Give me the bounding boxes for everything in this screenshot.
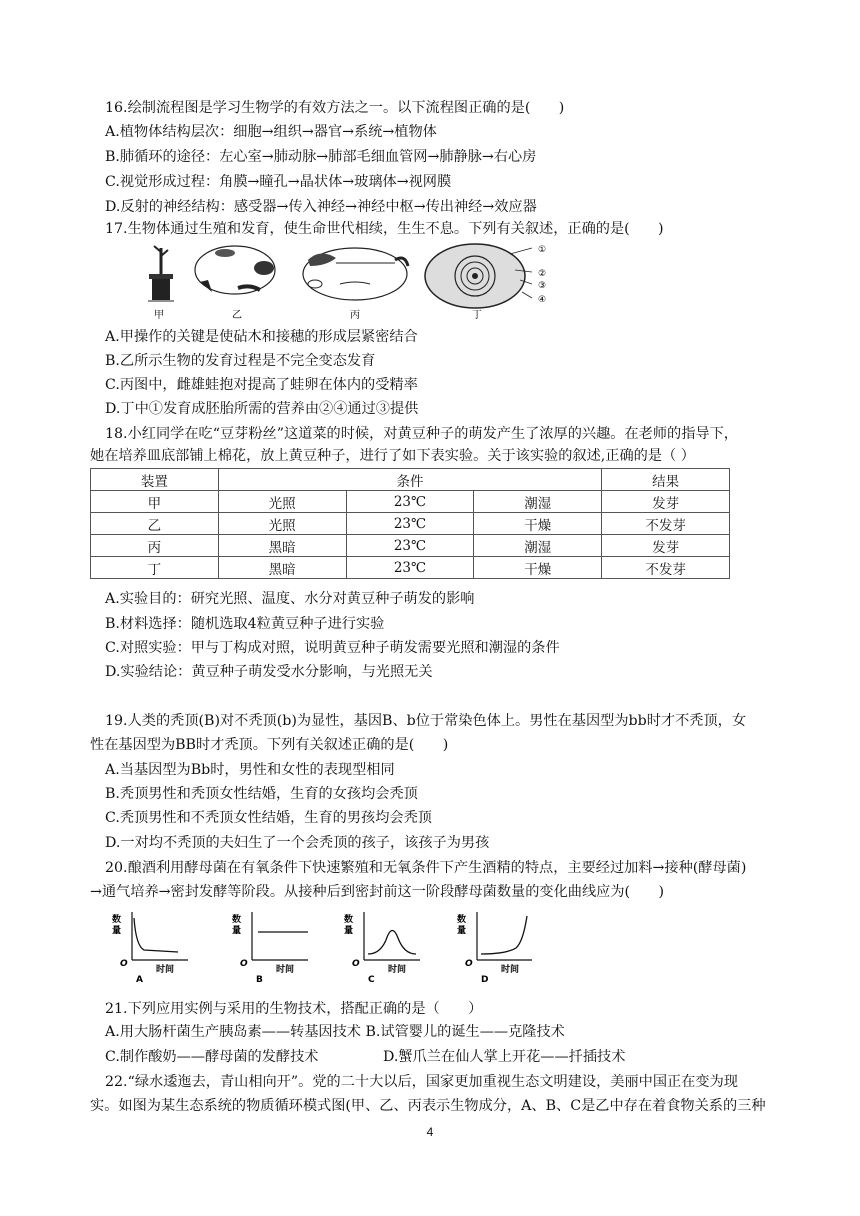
q18-option-d: D.实验结论：黄豆种子萌发受水分影响，与光照无关 bbox=[105, 664, 433, 680]
graph-c bbox=[344, 912, 420, 984]
table-cell: 光照 bbox=[218, 513, 346, 535]
q18-option-c: C.对照实验：甲与丁构成对照，说明黄豆种子萌发需要光照和潮湿的条件 bbox=[105, 640, 560, 656]
table-cell: 发芽 bbox=[602, 535, 730, 557]
graph-curve bbox=[134, 918, 178, 952]
table-cell: 干燥 bbox=[474, 557, 602, 579]
table-cell: 黑暗 bbox=[218, 535, 346, 557]
q16-stem: 16.绘制流程图是学习生物学的有效方法之一。以下流程图正确的是( ) bbox=[105, 100, 565, 116]
graph-ylabel: 数 bbox=[344, 915, 354, 925]
q17-option-a: A.甲操作的关键是使砧木和接穗的形成层紧密结合 bbox=[105, 329, 418, 345]
egg-label-4: ④ bbox=[538, 295, 547, 305]
q20-graphs bbox=[112, 908, 532, 984]
table-header-row bbox=[91, 469, 730, 491]
table-row bbox=[91, 557, 730, 579]
q18-stem-line1: 18.小红同学在吃“豆芽粉丝”这道菜的时候，对黄豆种子的萌发产生了浓厚的兴趣。在老师的指导下， bbox=[105, 426, 738, 442]
q18-option-b: B.材料选择：随机选取4粒黄豆种子进行实验 bbox=[105, 616, 385, 632]
table-row bbox=[91, 535, 730, 557]
graph-origin: O bbox=[120, 959, 128, 969]
table-cell: 23℃ bbox=[346, 535, 474, 557]
page-number: 4 bbox=[426, 1125, 434, 1139]
q19-option-a: A.当基因型为Bb时，男性和女性的表现型相同 bbox=[105, 762, 395, 778]
graph-letter: C bbox=[368, 975, 375, 984]
q17-stem: 17.生物体通过生殖和发育，使生命世代相续，生生不息。下列有关叙述，正确的是( ) bbox=[105, 221, 664, 237]
table-cell: 丙 bbox=[91, 535, 219, 557]
q22-line2: 实。如图为某生态系统的物质循环模式图(甲、乙、丙表示生物成分，A、B、C是乙中存在着食物关系的三种 bbox=[90, 1098, 766, 1114]
silkworm-cycle-illustration bbox=[195, 246, 275, 294]
egg-label-1: ① bbox=[538, 245, 547, 255]
q21-stem: 21.下列应用实例与采用的生物技术，搭配正确的是（ ） bbox=[105, 1001, 483, 1017]
q19-option-d: D.一对均不秃顶的夫妇生了一个会秃顶的孩子，该孩子为男孩 bbox=[105, 835, 490, 851]
table-cell: 丁 bbox=[91, 557, 219, 579]
egg-structure-illustration bbox=[425, 244, 532, 308]
q21-option-c: C.制作酸奶——酵母菌的发酵技术 bbox=[105, 1049, 319, 1065]
graph-ylabel: 数 bbox=[112, 915, 122, 925]
graph-ylabel: 量 bbox=[232, 926, 242, 936]
q20-stem-line2: →通气培养→密封发酵等阶段。从接种后到密封前这一阶段酵母菌数量的变化曲线应为( ) bbox=[90, 884, 664, 900]
graph-xlabel: 时间 bbox=[156, 965, 175, 975]
table-cell: 潮湿 bbox=[474, 491, 602, 513]
q20-stem-line1: 20.酿酒利用酵母菌在有氧条件下快速繁殖和无氧条件下产生酒精的特点，主要经过加料→接种(酵母菌) bbox=[105, 860, 747, 876]
table-row bbox=[91, 513, 730, 535]
graph-ylabel: 量 bbox=[112, 926, 122, 936]
table-cell: 光照 bbox=[218, 491, 346, 513]
figure-label-jia: 甲 bbox=[154, 310, 164, 321]
q19-stem-line1: 19.人类的秃顶(B)对不秃顶(b)为显性，基因B、b位于常染色体上。男性在基因型为bb时才不秃顶，女 bbox=[105, 713, 747, 729]
q19-option-c: C.秃顶男性和不秃顶女性结婚，生育的男孩均会秃顶 bbox=[105, 810, 432, 826]
figure-label-yi: 乙 bbox=[232, 310, 242, 321]
graph-origin: O bbox=[240, 959, 248, 969]
table-cell: 不发芽 bbox=[602, 513, 730, 535]
q21-option-line-ab: A.用大肠杆菌生产胰岛素——转基因技术 B.试管婴儿的诞生——克隆技术 bbox=[105, 1024, 565, 1040]
table-cell: 不发芽 bbox=[602, 557, 730, 579]
q16-option-a: A.植物体结构层次：细胞→组织→器官→系统→植物体 bbox=[105, 124, 437, 140]
graph-xlabel: 时间 bbox=[388, 965, 407, 975]
graph-letter: A bbox=[136, 975, 143, 984]
q16-option-b: B.肺循环的途径：左心室→肺动脉→肺部毛细血管网→肺静脉→右心房 bbox=[105, 149, 537, 165]
figure-label-ding: 丁 bbox=[472, 310, 482, 321]
experiment-table bbox=[90, 468, 730, 579]
graph-origin: O bbox=[465, 959, 473, 969]
graph-letter: B bbox=[256, 975, 263, 984]
q19-option-b: B.秃顶男性和秃顶女性结婚，生育的女孩均会秃顶 bbox=[105, 786, 418, 802]
q17-option-d: D.丁中①发育成胚胎所需的营养由②④通过③提供 bbox=[105, 401, 419, 417]
table-cell: 乙 bbox=[91, 513, 219, 535]
q18-option-a: A.实验目的：研究光照、温度、水分对黄豆种子萌发的影响 bbox=[105, 591, 475, 607]
graph-ylabel: 量 bbox=[457, 926, 467, 936]
egg-label-2: ② bbox=[538, 269, 547, 279]
graph-curve bbox=[481, 916, 527, 954]
table-cell: 干燥 bbox=[474, 513, 602, 535]
table-cell: 甲 bbox=[91, 491, 219, 513]
table-cell: 23℃ bbox=[346, 557, 474, 579]
graph-a bbox=[112, 912, 188, 984]
q16-option-d: D.反射的神经结构：感受器→传入神经→神经中枢→传出神经→效应器 bbox=[105, 199, 537, 215]
table-cell: 发芽 bbox=[602, 491, 730, 513]
egg-label-3: ③ bbox=[538, 281, 547, 291]
q18-stem-line2: 她在培养皿底部铺上棉花，放上黄豆种子，进行了如下表实验。关于该实验的叙述,正确的是（ ） bbox=[90, 448, 695, 464]
header-device: 装置 bbox=[91, 469, 219, 491]
table-cell: 23℃ bbox=[346, 491, 474, 513]
graph-b bbox=[232, 912, 308, 984]
header-result: 结果 bbox=[602, 469, 730, 491]
graph-ylabel: 数 bbox=[457, 915, 467, 925]
q17-option-b: B.乙所示生物的发育过程是不完全变态发育 bbox=[105, 353, 376, 369]
q16-option-c: C.视觉形成过程：角膜→瞳孔→晶状体→玻璃体→视网膜 bbox=[105, 174, 452, 190]
table-cell: 潮湿 bbox=[474, 535, 602, 557]
graph-ylabel: 量 bbox=[344, 926, 354, 936]
header-conditions: 条件 bbox=[218, 469, 601, 491]
graph-letter: D bbox=[481, 975, 489, 984]
frog-cycle-illustration bbox=[303, 248, 408, 300]
graph-ylabel: 数 bbox=[232, 915, 242, 925]
table-cell: 23℃ bbox=[346, 513, 474, 535]
q19-stem-line2: 性在基因型为BB时才秃顶。下列有关叙述正确的是( ) bbox=[90, 737, 449, 753]
graph-curve bbox=[368, 930, 416, 954]
table-cell: 黑暗 bbox=[218, 557, 346, 579]
q22-line1: 22.“绿水逶迤去，青山相向开”。党的二十大以后，国家更加重视生态文明建设，美丽中国正在变为现 bbox=[105, 1074, 738, 1090]
graph-xlabel: 时间 bbox=[276, 965, 295, 975]
q17-option-c: C.丙图中，雌雄蛙抱对提高了蛙卵在体内的受精率 bbox=[105, 377, 418, 393]
graph-origin: O bbox=[352, 959, 360, 969]
figure-label-bing: 丙 bbox=[350, 310, 360, 321]
graph-d bbox=[457, 912, 532, 984]
graph-xlabel: 时间 bbox=[501, 965, 520, 975]
table-row bbox=[91, 491, 730, 513]
grafting-illustration bbox=[148, 246, 174, 301]
q21-option-d: D.蟹爪兰在仙人掌上开花——扦插技术 bbox=[383, 1049, 626, 1065]
q17-figure bbox=[140, 240, 550, 322]
